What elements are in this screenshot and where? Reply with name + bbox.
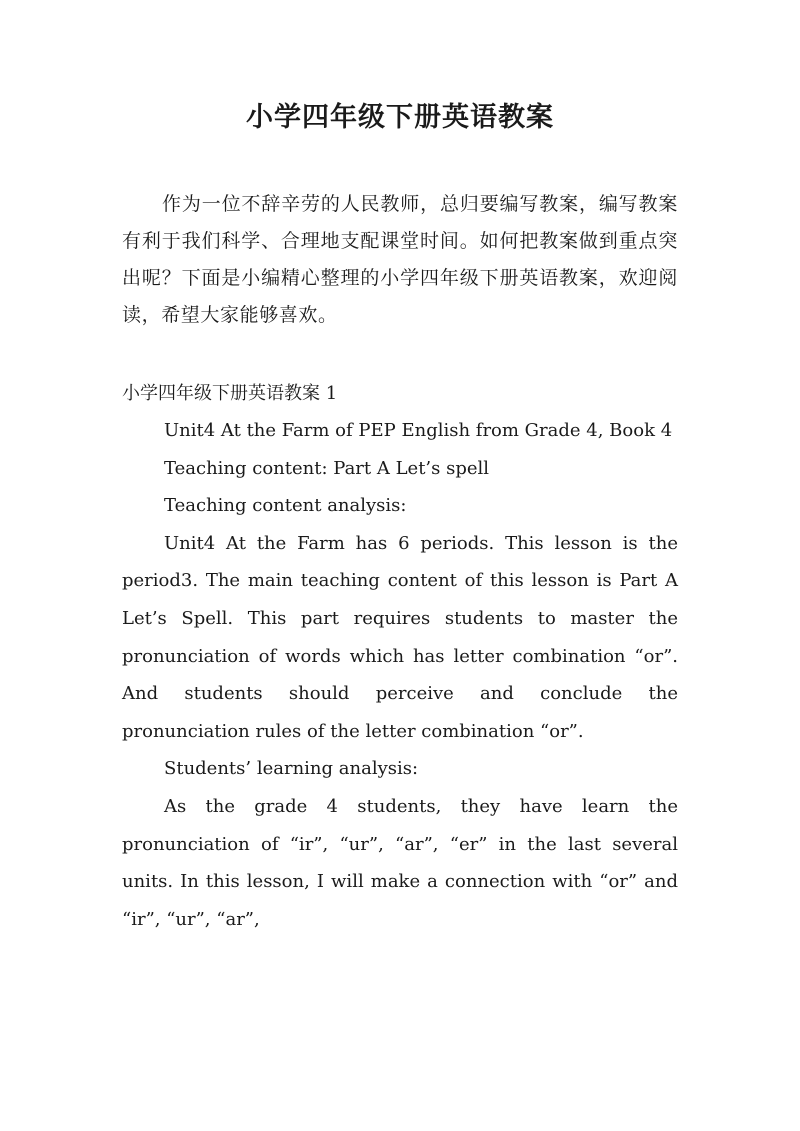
document-title: 小学四年级下册英语教案 xyxy=(246,102,554,133)
unit-title-paragraph: Unit4 At the Farm of PEP English from Grade 4, Book 4 xyxy=(164,420,673,441)
learning-analysis-paragraph: As the grade 4 students, they have learn the pronunciation of “ir”, “ur”, “ar”, “er” in the last several units. In this lesson, I will make a connection with “or” and “ir”, “ur”, “ar”, xyxy=(122,795,678,930)
teaching-content-paragraph: Teaching content: Part A Let’s spell xyxy=(164,457,490,479)
intro-paragraph: 作为一位不辞辛劳的人民教师，总归要编写教案，编写教案有利于我们科学、合理地支配课堂时间。如何把教案做到重点突出呢？下面是小编精心整理的小学四年级下册英语教案，欢迎阅读，希望大家能够喜欢。 xyxy=(122,193,678,326)
section-heading: 小学四年级下册英语教案 1 xyxy=(122,383,338,404)
content-analysis-paragraph: Unit4 At the Farm has 6 periods. This lesson is the period3. The main teaching content of this lesson is Part A Let’s Spell. This part requires students to master the pronunciation of words which has letter combination “or”. And students should perceive and conclude the pronunciation rules of the letter combination “or”. xyxy=(122,532,678,742)
lesson-body xyxy=(122,412,678,938)
content-analysis-heading: Teaching content analysis: xyxy=(164,495,407,517)
learning-analysis-heading: Students’ learning analysis: xyxy=(164,758,419,780)
